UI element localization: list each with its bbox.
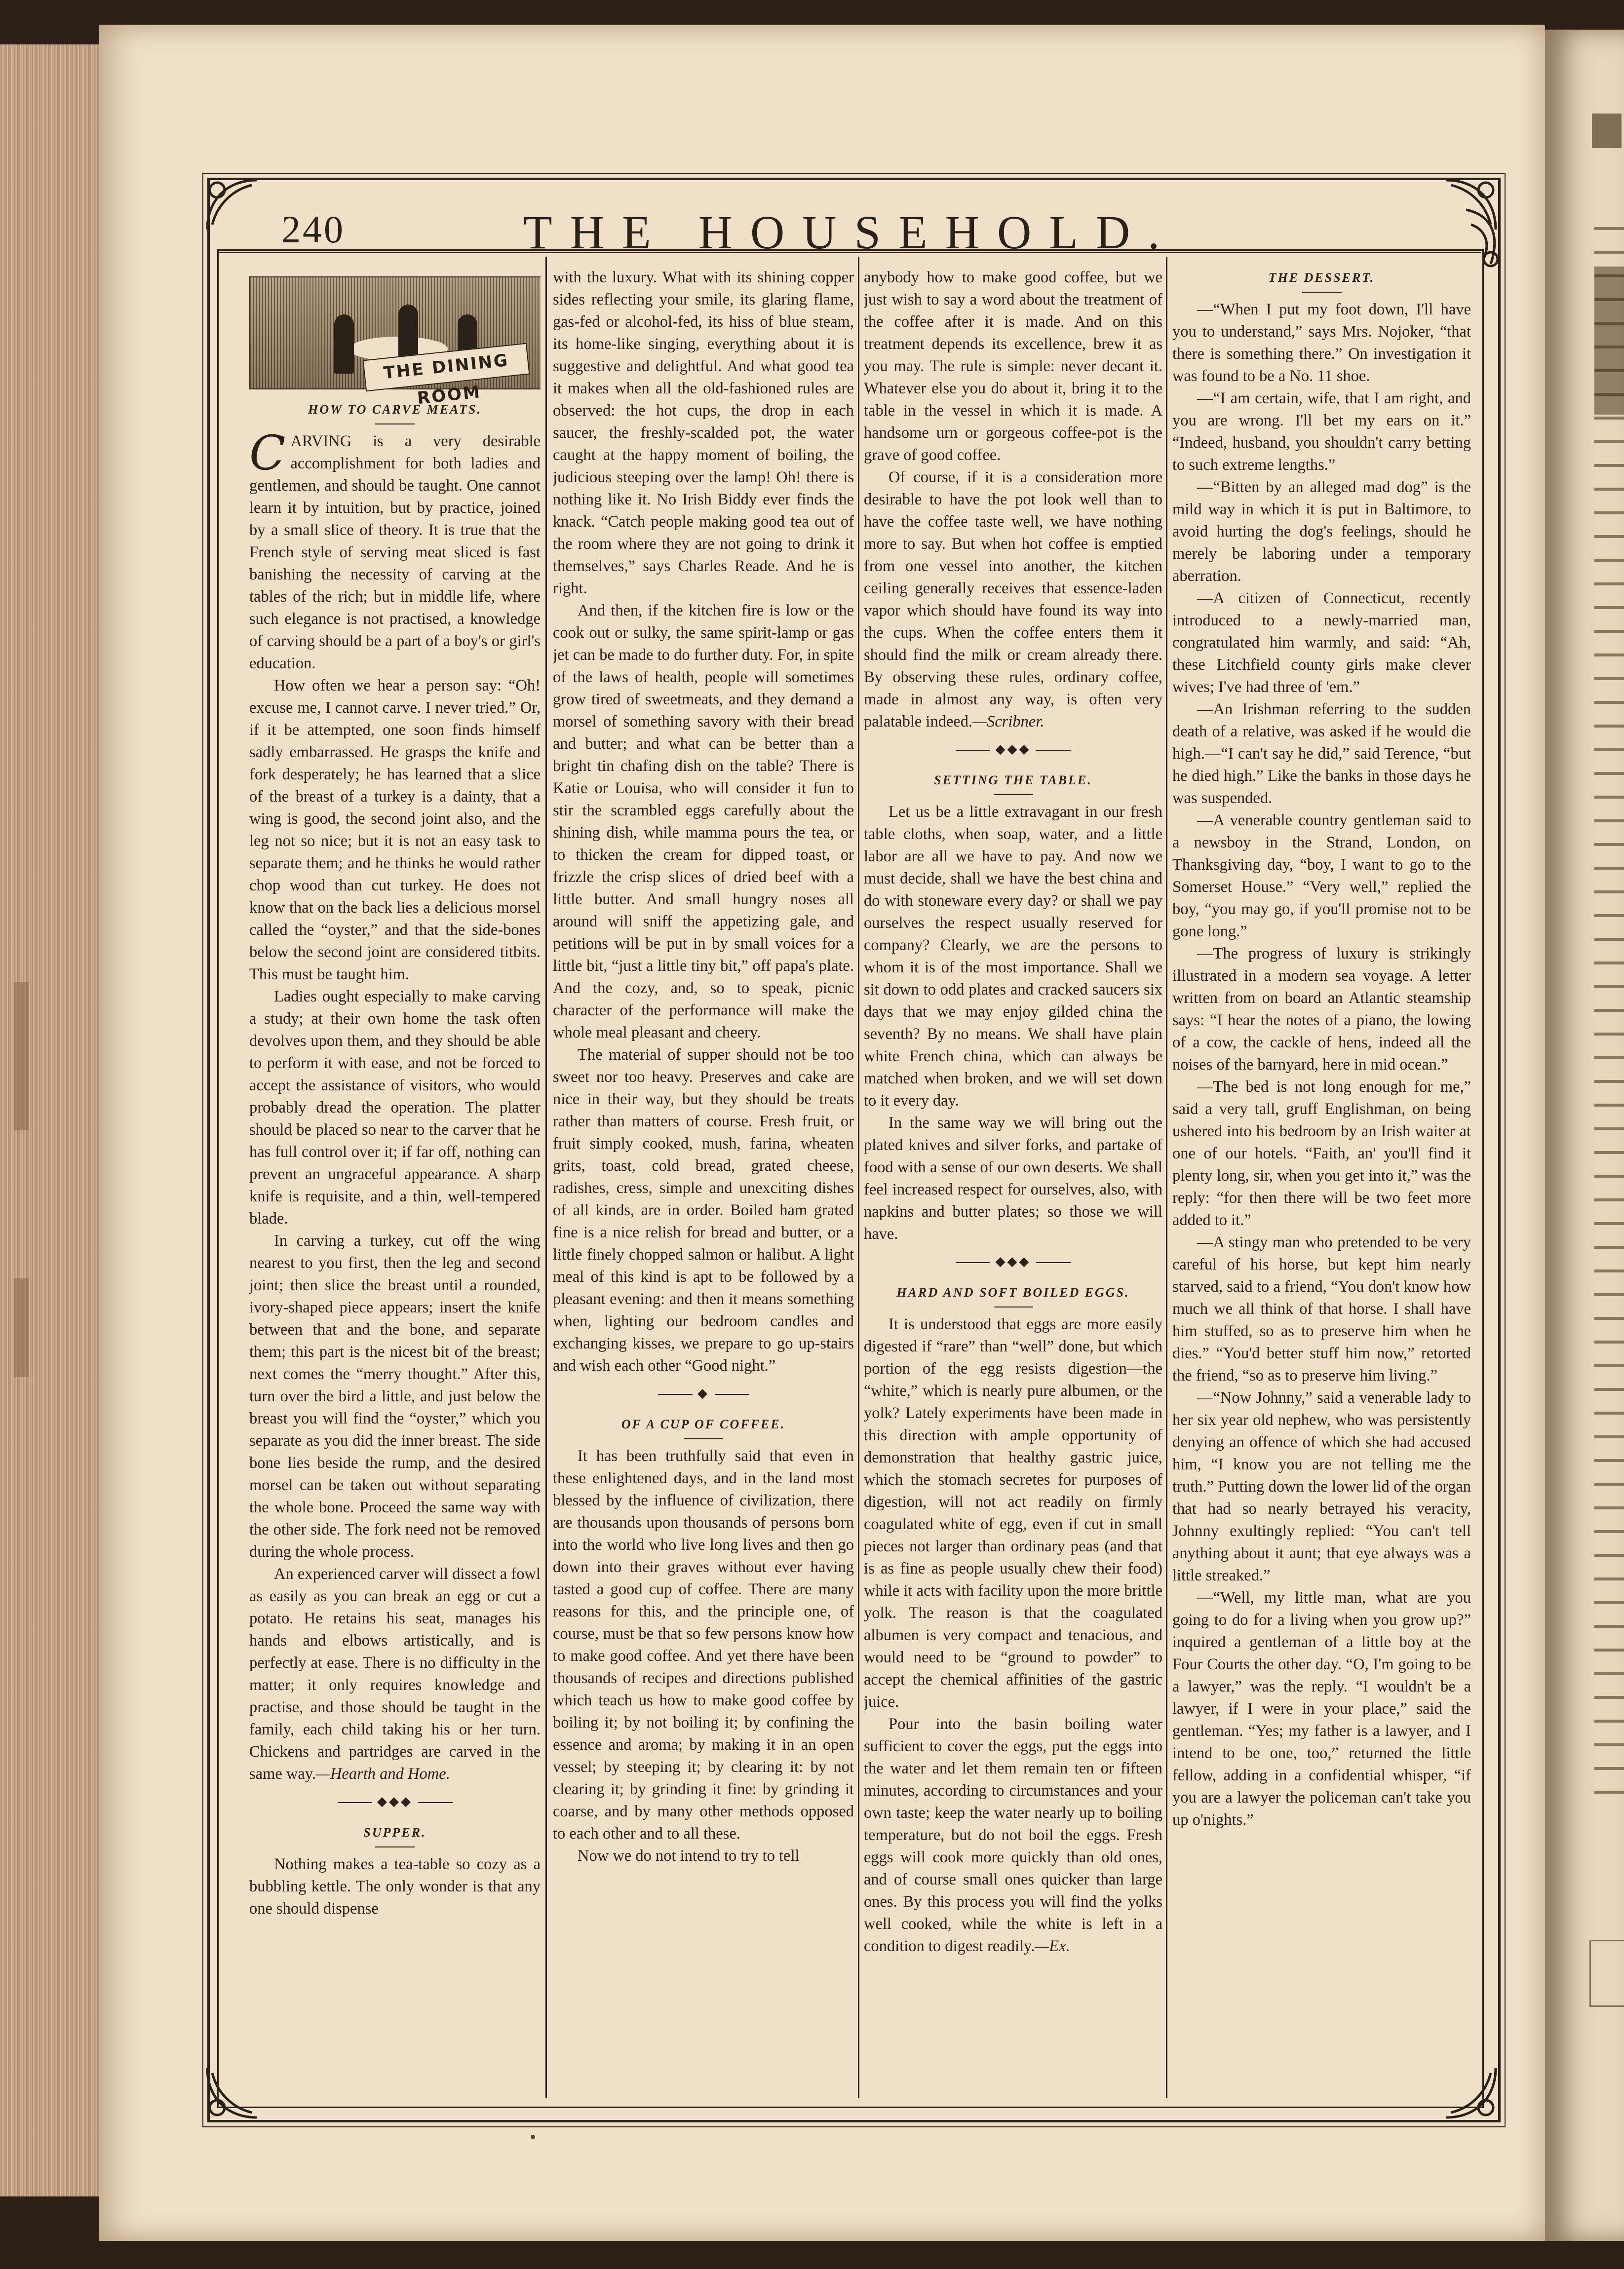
article-heading: SUPPER. [363,1825,426,1840]
adjacent-page-box [1589,1940,1624,2007]
dining-room-engraving [249,276,541,409]
column-divider [858,257,859,2098]
column-divider [1166,257,1167,2098]
paragraph-text: An experienced carver will dissect a fowl as easily as you can break an egg or cut a potato. He retains his seat, manages his hands and elbows artistically, and is perfectly at ease. There is no difficulty in the matter; it only requires knowledge and practise, and those should be taught in the family, each child taking his or her turn. Chickens and partridges are carved in the same way. [249,1565,541,1783]
article-paragraph: In carving a turkey, cut off the wing nearest to you first, then the leg and second joint; then slice the breast until a rounded, ivory-shaped piece appears; insert the knife between that and the bone, and separate them; this part is the nicest bit of the breast; next comes the “merry thought.” After this, turn over the bird a little, and just below the breast you will find the “oyster,” which you separate as you did the inner breast. The side bone lies beside the rump, and the desired morsel can be taken out without separating the whole bone. Proceed the same way with the other side. The fork need not be removed during the whole process. [249,1232,541,1561]
article-paragraph: It is understood that eggs are more easily digested if “rare” than “well” done, but which portion of the egg resists digestion—the “white,” which is nearly pure albumen, or the yolk? Lately experiments have been made in this direction with ample opportunity of demonstration that healthy gastric juice, which the stomach secretes for purposes of digestion, will not act readily on firmly coagulated white of egg, even if cut in small pieces not larger than ordinary peas (and that is as fine as people usually chew their food) while it acts with facility upon the more brittle yolk. The reason is that the coagulated albumen is very compact and tenacious, and would need to be “ground to powder” to accept the chemical affinities of the gastric juice. [864,1315,1162,1711]
article-paragraph [249,1563,541,1785]
section-ornament: ◆◆◆ [864,1250,1162,1272]
column-divider [545,257,547,2098]
joke-paragraph: —The bed is not long enough for me,” said a very tall, gruff Englishman, on being ushered into his bedroom by an Irish waiter at one of our hotels. “Faith, an' you'll find it plenty long, sir, when you get into it,” was the reply: “for then there will be two feet more added to it.” [1172,1078,1471,1229]
paragraph-text: ARVING is a very desirable accomplishment for both ladies and gentlemen, and should be taught. One cannot learn it by intuition, but by practice, joined by a small slice of theory. It is true that the French style of serving meat sliced is fast banishing the necessity of carving at the tables of the rich; but in middle life, where such elegance is not practised, a knowledge of carving should be a part of a boy's or girl's education. [249,432,541,672]
column-4 [1172,267,1471,2093]
article-paragraph: Ladies ought especially to make carving a study; at their own home the task often devolves upon them, and they should be able to perform it with ease, and not be forced to accept the assistance of visitors, who would probably dread the operation. The platter should be placed so near to the carver that he has full control over it; if far off, nothing can prevent an ungraceful appearance. A sharp knife is requisite, and a thin, well-tempered blade. [249,988,541,1228]
article-paragraph: It has been truthfully said that even in these enlightened days, and in the land most blessed by the influence of civilization, there are thousands upon thousands of persons born into the world who live long lives and then go down into their graves without ever having tasted a good cup of coffee. There are many reasons for this, and the principle one, of course, must be that so few persons know how to make good coffee. And yet there have been thousands of recipes and directions published which teach us how to make good coffee by boiling it; by not boiling it; by confining the essence and aroma; by making it in an open vessel; by steeping it; by clearing it: by not clearing it; by grinding it fine: by grinding it coarse, and by many other methods opposed to each other and to all these. [553,1447,854,1843]
joke-paragraph: —“Bitten by an alleged mad dog” is the mild way in which it is put in Baltimore, to avoid hurting the dog's feelings, should he merely be laboring under a temporary aberration. [1172,478,1471,585]
adjacent-page [1545,30,1624,2241]
article-heading: THE DESSERT. [1268,270,1375,285]
source-credit: —Scribner. [972,713,1044,731]
page-number: 240 [281,208,345,251]
article-paragraph: In the same way we will bring out the plated knives and silver forks, and partake of food with a sense of our own deserts. We shall feel increased respect for ourselves, also, with napkins and butter plates; so those we will have. [864,1114,1162,1243]
print-speck [531,2135,535,2139]
adjacent-page-title [1592,114,1622,148]
adjacent-page-text [1594,227,1624,1807]
column-1 [249,267,541,2093]
source-credit: —Hearth and Home. [316,1765,450,1783]
article-paragraph: The material of supper should not be too sweet nor too heavy. Preserves and cake are nice in their way, but they should be treats rather than matters of course. Fresh fruit, or fruit simply cooked, mush, farina, wheaten grits, toast, cold bread, grated cheese, radishes, cress, simple and unexciting dishes of all kinds, are in order. Boiled ham grated fine is a nice relish for bread and butter, or a little finely chopped salmon or halibut. A light meal of this kind is apt to be followed by a pleasant evening: and then it means something when, lighting our bedroom candles and exchanging kisses, we prepare to go up-stairs and wish each other “Good night.” [553,1046,854,1375]
joke-paragraph: —A citizen of Connecticut, recently introduced to a newly-married man, congratulated him warmly, and said: “Ah, these Litchfield county girls make clever wives; I've had three of 'em.” [1172,589,1471,696]
heading-rule [994,794,1033,795]
article-paragraph [864,1713,1162,1958]
corner-ornament-icon [1461,205,1506,274]
joke-paragraph: —“Well, my little man, what are you going to do for a living when you grow up?” inquired a gentleman of a little boy at the Four Courts the other day. “O, I'm going to be a lawyer,” was the reply. “I wouldn't be a lawyer, if I were in your place,” said the gentleman. “Yes; my father is a lawyer, and I intend to be one, too,” returned the little fellow, adding in a confidential whisper, “if you are a lawyer the policeman can't take you up o'nights.” [1172,1589,1471,1829]
article-heading: HARD AND SOFT BOILED EGGS. [896,1285,1130,1300]
section-ornament: ◆ [553,1382,854,1404]
article-heading: SETTING THE TABLE. [934,773,1092,787]
article-heading: OF A CUP OF COFFEE. [621,1417,786,1431]
heading-rule [684,1438,723,1439]
engraving-figure [334,314,354,374]
article-paragraph [864,466,1162,733]
article-paragraph [249,425,541,675]
article-paragraph: Nothing makes a tea-table so cozy as a bubbling kettle. The only wonder is that any one should dispense [249,1855,541,1918]
heading-rule [375,423,415,424]
book-page-edges [0,44,109,2196]
heading-rule [994,1307,1033,1308]
article-paragraph: And then, if the kitchen fire is low or the cook out or sulky, the same spirit-lamp or gas jet can be made to do further duty. For, in spite of the laws of health, people will sometimes grow tired of sweetmeats, and they demand a morsel of something savory with their bread and butter; and what can be better than a bright tin chafing dish on the table? There is Katie or Louisa, who will consider it fun to stir the scrambled eggs carefully about the shining dish, while mamma pours the tea, or to thicken the cream for dipped toast, or frizzle the crisp slices of dried beef with a little butter. And small hungry noses all around will sniff the appetizing gale, and petitions will be put in by small voices for a little bit, “just a little tiny bit,” off papa's plate. And the cozy, and, so to speak, picnic character of the performance will make the whole meal pleasant and cheery. [553,602,854,1041]
joke-paragraph: —A venerable country gentleman said to a newsboy in the Strand, London, on Thanksgiving day, “boy, I want to go to the Somerset House.” “Very well,” replied the boy, “you may go, if you'll promise not to be gone long.” [1172,811,1471,940]
article-paragraph: Now we do not intend to try to tell [578,1847,800,1865]
column-2 [553,267,854,2093]
journal-title: THE HOUSEHOLD. [523,206,1178,259]
dropcap: C [249,425,286,481]
heading-rule [1302,292,1342,293]
corner-ornament-icon [197,170,267,239]
paragraph-text: Of course, if it is a consideration more desirable to have the pot look well than to have the coffee taste well, we have nothing more to say. But when hot coffee is emptied from one vessel into another, the kitchen ceiling generally receives that essence-laden vapor which should have found its way into the cups. When the coffee enters them it should find the milk or cream already there. By observing these rules, ordinary coffee, made in almost any way, is often very palatable indeed. [864,468,1162,731]
article-paragraph: anybody how to make good coffee, but we just wish to say a word about the treatment of the coffee after it is made. And on this treatment depends its excellence, brew it as you may. The rule is simple: never decant it. Whatever else you do about it, bring it to the table in the vessel in which it is made. A handsome urn or gorgeous coffee-pot is the grave of good coffee. [864,269,1162,464]
joke-paragraph: —A stingy man who pretended to be very careful of his horse, but kept him nearly starved, said to a friend, “You don't know how much we all think of that horse. I shall have him stuffed, so as to preserve him when he dies.” “You'd better stuff him now,” retorted the friend, “so as to preserve him living.” [1172,1233,1471,1384]
section-ornament: ◆◆◆ [864,738,1162,760]
engraving-banner: THE DINING ROOM [363,343,530,392]
joke-paragraph: —“I am certain, wife, that I am right, and you are wrong. I'll bet my ears on it.” “Indeed, husband, you shouldn't carry betting to such extreme lengths.” [1172,389,1471,474]
source-credit: —Ex. [1035,1937,1070,1955]
paragraph-text: Pour into the basin boiling water sufficient to cover the eggs, put the eggs into the water and let them remain ten or fifteen minutes, according to circumstances and your own taste; keep the water nearly up to boiling temperature, but do not boil the eggs. Fresh eggs will cook more quickly than old ones, and of course small ones quicker than large ones. By this process you will find the yolks well cooked, while the white is left in a condition to digest readily. [864,1715,1162,1955]
article-paragraph: How often we hear a person say: “Oh! excuse me, I cannot carve. I never tried.” Or, if it be attempted, one soon finds himself sadly embarrassed. He grasps the knife and fork desperately; he has learned that a slice of the breast of a turkey is a dainty, that a wing is good, the second joint also, and the leg not so nice; but it is not an easy task to separate them; and he thinks he would rather chop wood than cut turkey. He does not know that on the back lies a delicious morsel called the “oyster,” and that the side-bones below the second joint are considered titbits. This must be taught him. [249,677,541,983]
article-paragraph: with the luxury. What with its shining copper sides reflecting your smile, its glaring flame, gas-fed or alcohol-fed, its hiss of blue steam, its home-like singing, everything about it is suggestive and delightful. And what good tea it makes when all the old-fashioned rules are observed: the hot cups, the drop in each saucer, the freshly-scalded pot, the water caught at the happy moment of boiling, the judicious steeping over the lamp! Oh! there is nothing like it. No Irish Biddy ever finds the knack. “Catch people making good tea out of the room where they are not going to drink it themselves,” says Charles Reade. And he is right. [553,269,854,597]
spine-mark [14,982,29,1130]
joke-paragraph: —The progress of luxury is strikingly illustrated in a modern sea voyage. A letter written from on board an Atlantic steamship says: “I hear the notes of a piano, the lowing of a cow, the cackle of hens, indeed all the noises of the barnyard, here in mid ocean.” [1172,945,1471,1074]
article-heading: HOW TO CARVE MEATS. [308,402,482,417]
joke-paragraph: —An Irishman referring to the sudden death of a relative, was asked if he would die high.—“I can't say he did,” said Terence, “but he died high.” Like the banks in those days he was suspended. [1172,700,1471,807]
article-paragraph: Let us be a little extravagant in our fresh table cloths, when soap, water, and a little labor are all we have to pay. And now we must decide, shall we have the best china and do with stoneware every day? or shall we pay ourselves the respect usually reserved for company? Clearly, we are the persons to whom it is of the most importance. Shall we sit down to odd plates and cracked saucers six days that we may enjoy gilded china the seventh? By no means. We shall have plain white French china, which can always be matched when broken, and we will set down to it every day. [864,803,1162,1110]
column-3 [864,267,1162,2093]
joke-paragraph: —“Now Johnny,” said a venerable lady to her six year old nephew, who was persistently denying an offence of which she had accused him, “I know you are not telling me the truth.” Putting down the lower lid of the organ that had so nearly betrayed his veracity, Johnny exultingly replied: “You can't tell anything about it aunt; that eye always was a little streaked.” [1172,1389,1471,1584]
section-ornament: ◆◆◆ [249,1790,541,1812]
heading-rule [375,1846,415,1847]
joke-paragraph: —“When I put my foot down, I'll have you to understand,” says Mrs. Nojoker, “that there is something there.” On investigation it was found to be a No. 11 shoe. [1172,301,1471,385]
header-rule [217,252,1481,253]
spine-mark [14,1278,29,1377]
